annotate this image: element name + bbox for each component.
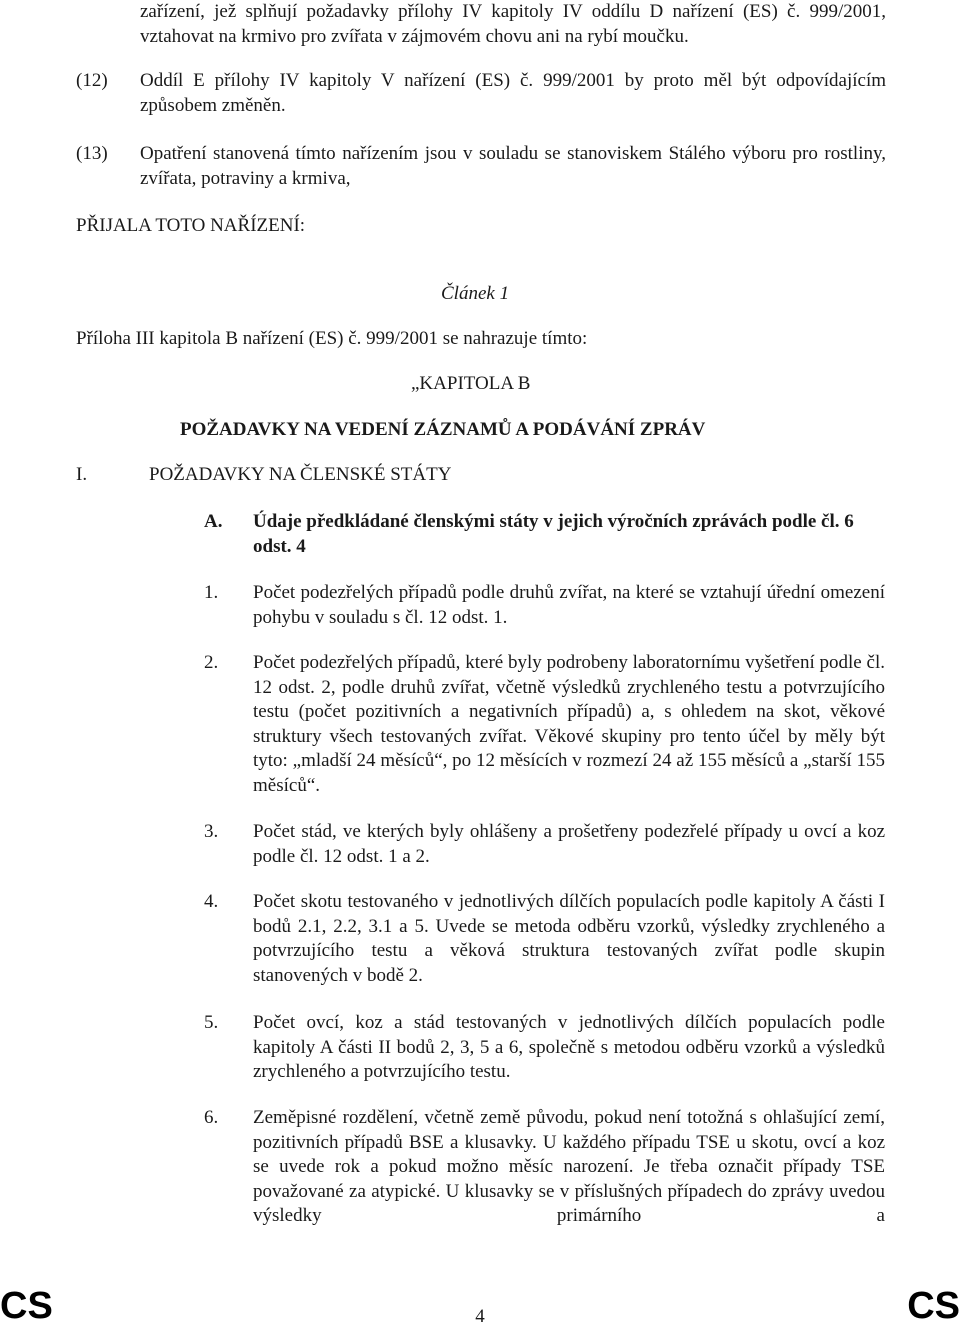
item-5-text: Počet ovcí, koz a stád testovaných v jednotlivých dílčích populacích podle kapitoly A části II bodů 2, 3, 5 a 6, společně s metodou odběru vzorků a výsledků zrychleného a potvrzujícího testu. — [253, 1012, 885, 1082]
item-6-number: 6. — [204, 1107, 219, 1128]
subsection-title: Údaje předkládané členskými státy v jejich výročních zprávách podle čl. 6 odst. 4 — [253, 511, 854, 557]
page-number: 4 — [475, 1306, 485, 1327]
section-title: POŽADAVKY NA ČLENSKÉ STÁTY — [149, 464, 452, 485]
recital-13-number: (13) — [76, 143, 108, 164]
item-2-text: Počet podezřelých případů, které byly podrobeny laboratornímu vyšetření podle čl. 12 odst. 2, podle druhů zvířat, včetně výsledků zrychleného testu a potvrzujícího testu (počet pozitivních a negativních případů) a, s ohledem na skot, věkové struktury všech testovaných zvířat. Věkové skupiny pro tento účel by měly být tyto: „mladší 24 měsíců“, po 12 měsících v rozmezí 24 až 155 měsíců a „starší 155 měsíců“. — [253, 652, 885, 796]
adoption-formula: PŘIJALA TOTO NAŘÍZENÍ: — [76, 215, 306, 236]
item-4-number: 4. — [204, 891, 219, 912]
recital-continuation: zařízení, jež splňují požadavky přílohy IV kapitoly IV oddílu D nařízení (ES) č. 999/2001, vztahovat na krmivo pro zvířata v zájmovém chovu ani na rybí moučku. — [140, 1, 886, 47]
chapter-subtitle: POŽADAVKY NA VEDENÍ ZÁZNAMŮ A PODÁVÁNÍ ZPRÁV — [180, 419, 706, 440]
footer-language-mark-right: CS — [907, 1285, 960, 1327]
item-4-text: Počet skotu testovaného v jednotlivých dílčích populacích podle kapitoly A části I bodů 2.1, 2.2, 3.1 a 5. Uvede se metoda odběru vzorků, výsledky zrychleného a potvrzujícího testu a věková struktura testovaných zvířat podle skupin stanovených v bodě 2. — [253, 891, 885, 986]
section-number: I. — [76, 464, 88, 485]
item-3-text: Počet stád, ve kterých byly ohlášeny a prošetřeny podezřelé případy u ovcí a koz podle čl. 12 odst. 1 a 2. — [253, 821, 885, 867]
item-3-number: 3. — [204, 821, 219, 842]
footer-language-mark-left: CS — [0, 1285, 53, 1327]
chapter-title: „KAPITOLA B — [411, 373, 531, 394]
item-1-text: Počet podezřelých případů podle druhů zvířat, na které se vztahují úřední omezení pohybu v souladu s čl. 12 odst. 1. — [253, 582, 885, 628]
item-2-number: 2. — [204, 652, 219, 673]
item-5-number: 5. — [204, 1012, 219, 1033]
recital-12-text: Oddíl E přílohy IV kapitoly V nařízení (ES) č. 999/2001 by proto měl být odpovídajícím způsobem změněn. — [140, 70, 886, 116]
article-title: Článek 1 — [441, 283, 510, 304]
subsection-letter: A. — [204, 511, 223, 532]
article-text: Příloha III kapitola B nařízení (ES) č. 999/2001 se nahrazuje tímto: — [76, 328, 588, 349]
recital-13-text: Opatření stanovená tímto nařízením jsou v souladu se stanoviskem Stálého výboru pro rostliny, zvířata, potraviny a krmiva, — [140, 143, 886, 189]
item-1-number: 1. — [204, 582, 219, 603]
recital-12-number: (12) — [76, 70, 108, 91]
item-6-text: Zeměpisné rozdělení, včetně země původu, pokud není totožná s ohlašující zemí, pozitivních případů BSE a klusavky. U každého případu TSE u skotu, ovcí a koz se uvede rok a pokud možno měsíc narození. Je třeba označit případy TSE považované za atypické. U klusavky se v příslušných případech do zprávy uvedou výsledky primárního a — [253, 1107, 885, 1226]
